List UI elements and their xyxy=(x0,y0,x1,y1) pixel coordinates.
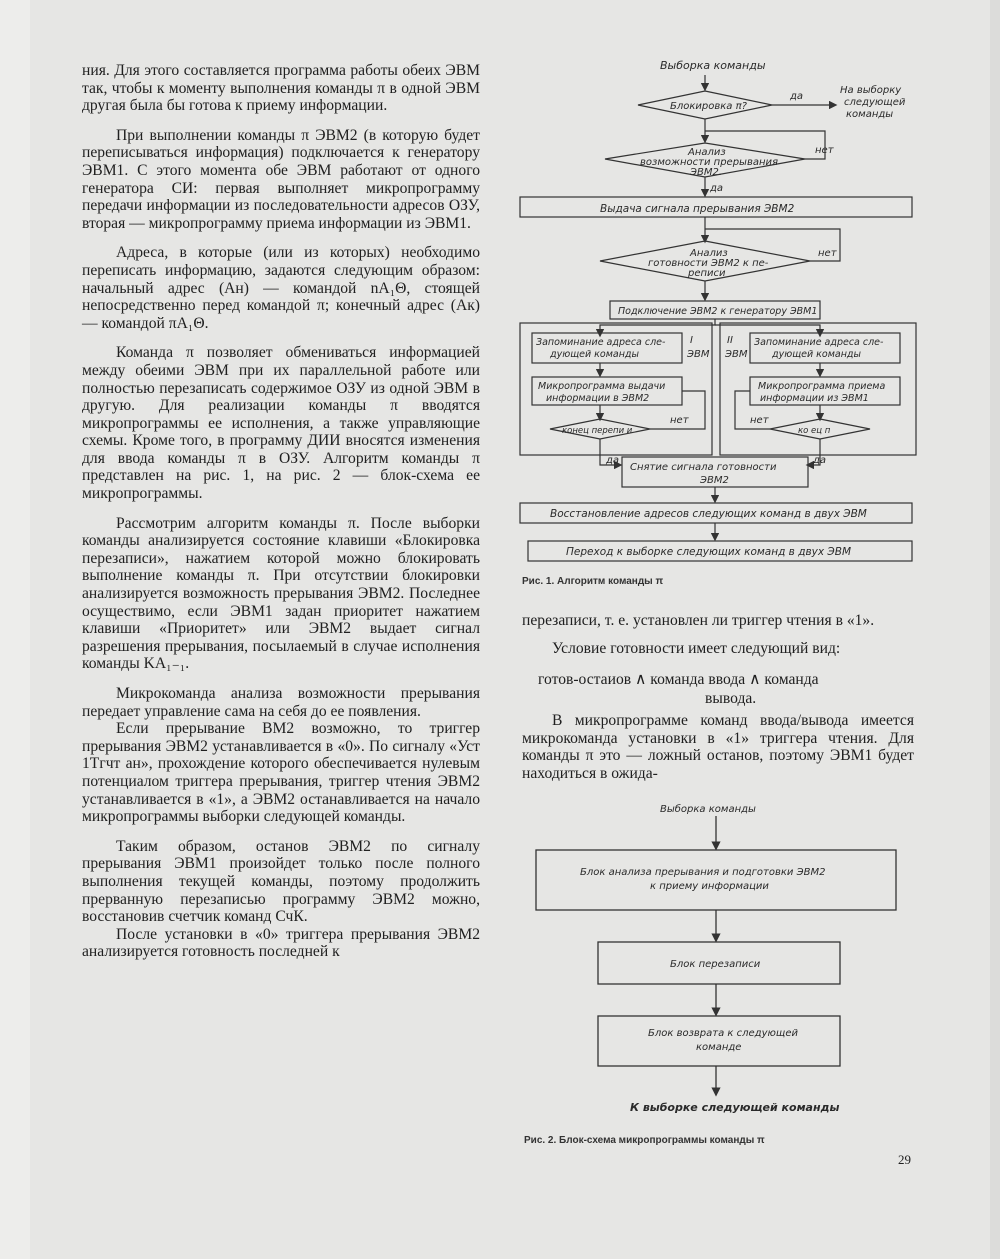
fig2-block-return: Блок возврата к следующей xyxy=(648,1028,798,1039)
figure-1-caption: Рис. 1. Алгоритм команды π xyxy=(522,576,664,587)
right-column-lower xyxy=(522,712,914,782)
page-edge xyxy=(0,0,30,1259)
fig1-left-block1: Запоминание адреса сле- xyxy=(536,337,666,348)
fig1-left-block2: Микропрограмма выдачи xyxy=(538,381,666,392)
fig1-block-remove-ready: ЭВМ2 xyxy=(700,475,729,486)
fig1-yes-label: да xyxy=(813,455,827,466)
paragraph: При выполнении команды π ЭВМ2 (в которую будет переписываться информация) подключается к генератору ЭВМ1. С этого момента обе ЭВМ работают от одного генератора СИ: первая выполняет микропрограмму передачи информации из последовательности адресов ОЗУ, вторая — микропрограмму приема информации из ЭВМ1. xyxy=(82,126,480,232)
fig2-block-analysis: Блок анализа прерывания и подготовки ЭВМ2 xyxy=(580,867,826,878)
fig1-right-tag: II xyxy=(727,335,733,346)
paragraph: Условие готовности имеет следующий вид: xyxy=(552,639,841,657)
figure-2-caption: Рис. 2. Блок-схема микропрограммы команды π xyxy=(524,1135,765,1146)
fig1-yes-label: да xyxy=(790,91,804,102)
left-column xyxy=(82,62,480,961)
fig1-yes-label: да xyxy=(606,455,620,466)
fig1-right-tag: ЭВМ xyxy=(725,349,748,360)
fig1-left-block1: дующей команды xyxy=(550,349,639,360)
fig1-decision-interrupt: возможности прерывания xyxy=(640,157,779,168)
formula-line: готов-остаиов ∧ команда ввода ∧ команда xyxy=(538,671,819,688)
figure-2-flowchart xyxy=(520,800,920,1125)
paragraph: перезаписи, т. е. установлен ли триггер чтения в «1». xyxy=(522,612,875,629)
fig1-exit-line: следующей xyxy=(844,97,906,108)
fig2-block-rewrite: Блок перезаписи xyxy=(670,959,761,970)
formula-line: вывода. xyxy=(705,690,757,707)
fig1-decision-ready: готовности ЭВМ2 к пе- xyxy=(648,258,769,269)
fig2-block-return: команде xyxy=(696,1042,742,1053)
fig1-yes-label: да xyxy=(710,183,724,194)
fig1-left-tag: I xyxy=(690,335,693,346)
paragraph: В микропрограмме команд ввода/вывода имеется микрокоманда установки в «1» триггера чтения. Для команды π это — ложный останов, поэтому ЭВМ1 будет находиться в ожида- xyxy=(522,712,914,782)
fig1-exit-line: На выборку xyxy=(840,85,902,96)
fig1-decision-lock: Блокировка π? xyxy=(670,101,747,112)
paragraph: Команда π позволяет обмениваться информацией между обеими ЭВМ при их параллельной работе или полностью перезаписать содержимое ОЗУ из одной ЭВМ в другую. Для реализации команды π вводятся микропрограммы ее исполнения, а также управляющие схемы. Кроме того, в программу ДИИ вносятся изменения для ввода команды π в ОЗУ. Алгоритм команды π представлен на рис. 1, на рис. 2 — блок-схема ее микропрограммы. xyxy=(82,344,480,503)
fig1-no-label: нет xyxy=(750,415,769,426)
fig1-left-decision: конец перепи и xyxy=(562,426,633,436)
fig1-right-block1: дующей команды xyxy=(772,349,861,360)
paragraph: Адреса, в которые (или из которых) необходимо переписать информацию, задаются следующим образом: начальный адрес (Aн) — командой nA₁Θ, стоящей непосредственно перед командой π; конечный адрес (Aк) — командой πA₁Θ. xyxy=(82,244,480,332)
fig2-start-label: Выборка команды xyxy=(660,804,756,815)
paragraph: Микрокоманда анализа возможности прерывания передает управление сама на себя до ее появления. xyxy=(82,685,480,720)
fig1-block-connect: Подключение ЭВМ2 к генератору ЭВМ1 xyxy=(618,306,818,317)
figure-1-flowchart xyxy=(510,55,930,575)
fig2-block-analysis: к приему информации xyxy=(650,881,769,892)
fig1-right-block2: информации из ЭВМ1 xyxy=(760,393,869,404)
paragraph: Рассмотрим алгоритм команды π. После выборки команды анализируется состояние клавиши «Блокировка перезаписи», нажатием которой можно блокировать выполнение команды π. При отсутствии блокировки анализируется возможность прерывания ЭВМ2. Последнее осуществимо, если ЭВМ1 задан приоритет нажатием клавиши «Приоритет» или ЭВМ2 выдает сигнал разрешения прерывания, посылаемый в случае исполнения команды KA₁₋₁. xyxy=(82,514,480,673)
paragraph: ния. Для этого составляется программа работы обеих ЭВМ так, чтобы к моменту выполнения команды π в одной ЭВМ другая была бы готова к приему информации. xyxy=(82,62,480,115)
fig1-no-label: нет xyxy=(815,145,834,156)
fig1-block-restore: Восстановление адресов следующих команд в двух ЭВМ xyxy=(550,508,867,520)
page-number: 29 xyxy=(898,1152,911,1167)
right-column xyxy=(522,612,914,657)
fig1-right-decision: ко ец п xyxy=(798,426,831,436)
fig1-decision-ready: Анализ xyxy=(690,248,728,259)
fig2-end-label: К выборке следующей команды xyxy=(630,1101,840,1114)
fig1-start-label: Выборка команды xyxy=(660,59,766,72)
fig1-right-block1: Запоминание адреса сле- xyxy=(754,337,884,348)
fig1-right-block2: Микропрограмма приема xyxy=(758,381,886,392)
paragraph: Таким образом, останов ЭВМ2 по сигналу прерывания ЭВМ1 произойдет только после полного выполнения текущей команды, поэтому продолжить прерванную перезаписью программу ЭВМ2 можно, восстановив счетчик команд СчК. xyxy=(82,837,480,926)
fig1-block-transition: Переход к выборке следующих команд в двух ЭВМ xyxy=(566,546,852,558)
fig1-left-block2: информации в ЭВМ2 xyxy=(546,393,650,404)
fig1-no-label: нет xyxy=(818,248,837,259)
fig1-left-tag: ЭВМ xyxy=(687,349,710,360)
fig1-no-label: нет xyxy=(670,415,689,426)
fig1-block-remove-ready: Снятие сигнала готовности xyxy=(630,462,777,473)
fig1-exit-line: команды xyxy=(846,109,894,120)
fig1-decision-interrupt: Анализ xyxy=(688,147,726,158)
fig1-decision-interrupt: ЭВМ2. xyxy=(690,167,723,178)
paragraph: После установки в «0» триггера прерывания ЭВМ2 анализируется готовность последней к xyxy=(82,925,480,961)
paragraph: Если прерывание ВМ2 возможно, то триггер прерывания ЭВМ2 устанавливается в «0». По сигналу «Уст 1Тгчт ан», прохождение которого обеспечивается нулевым потенциалом триггера прерывания, триггер чтения ЭВМ2 устанавливается в «1», а ЭВМ2 останавливается на начало микропрограммы выборки следующей команды. xyxy=(82,720,480,826)
fig1-block-interrupt-signal: Выдача сигнала прерывания ЭВМ2 xyxy=(600,203,795,215)
fig1-decision-ready: реписи xyxy=(688,268,726,279)
